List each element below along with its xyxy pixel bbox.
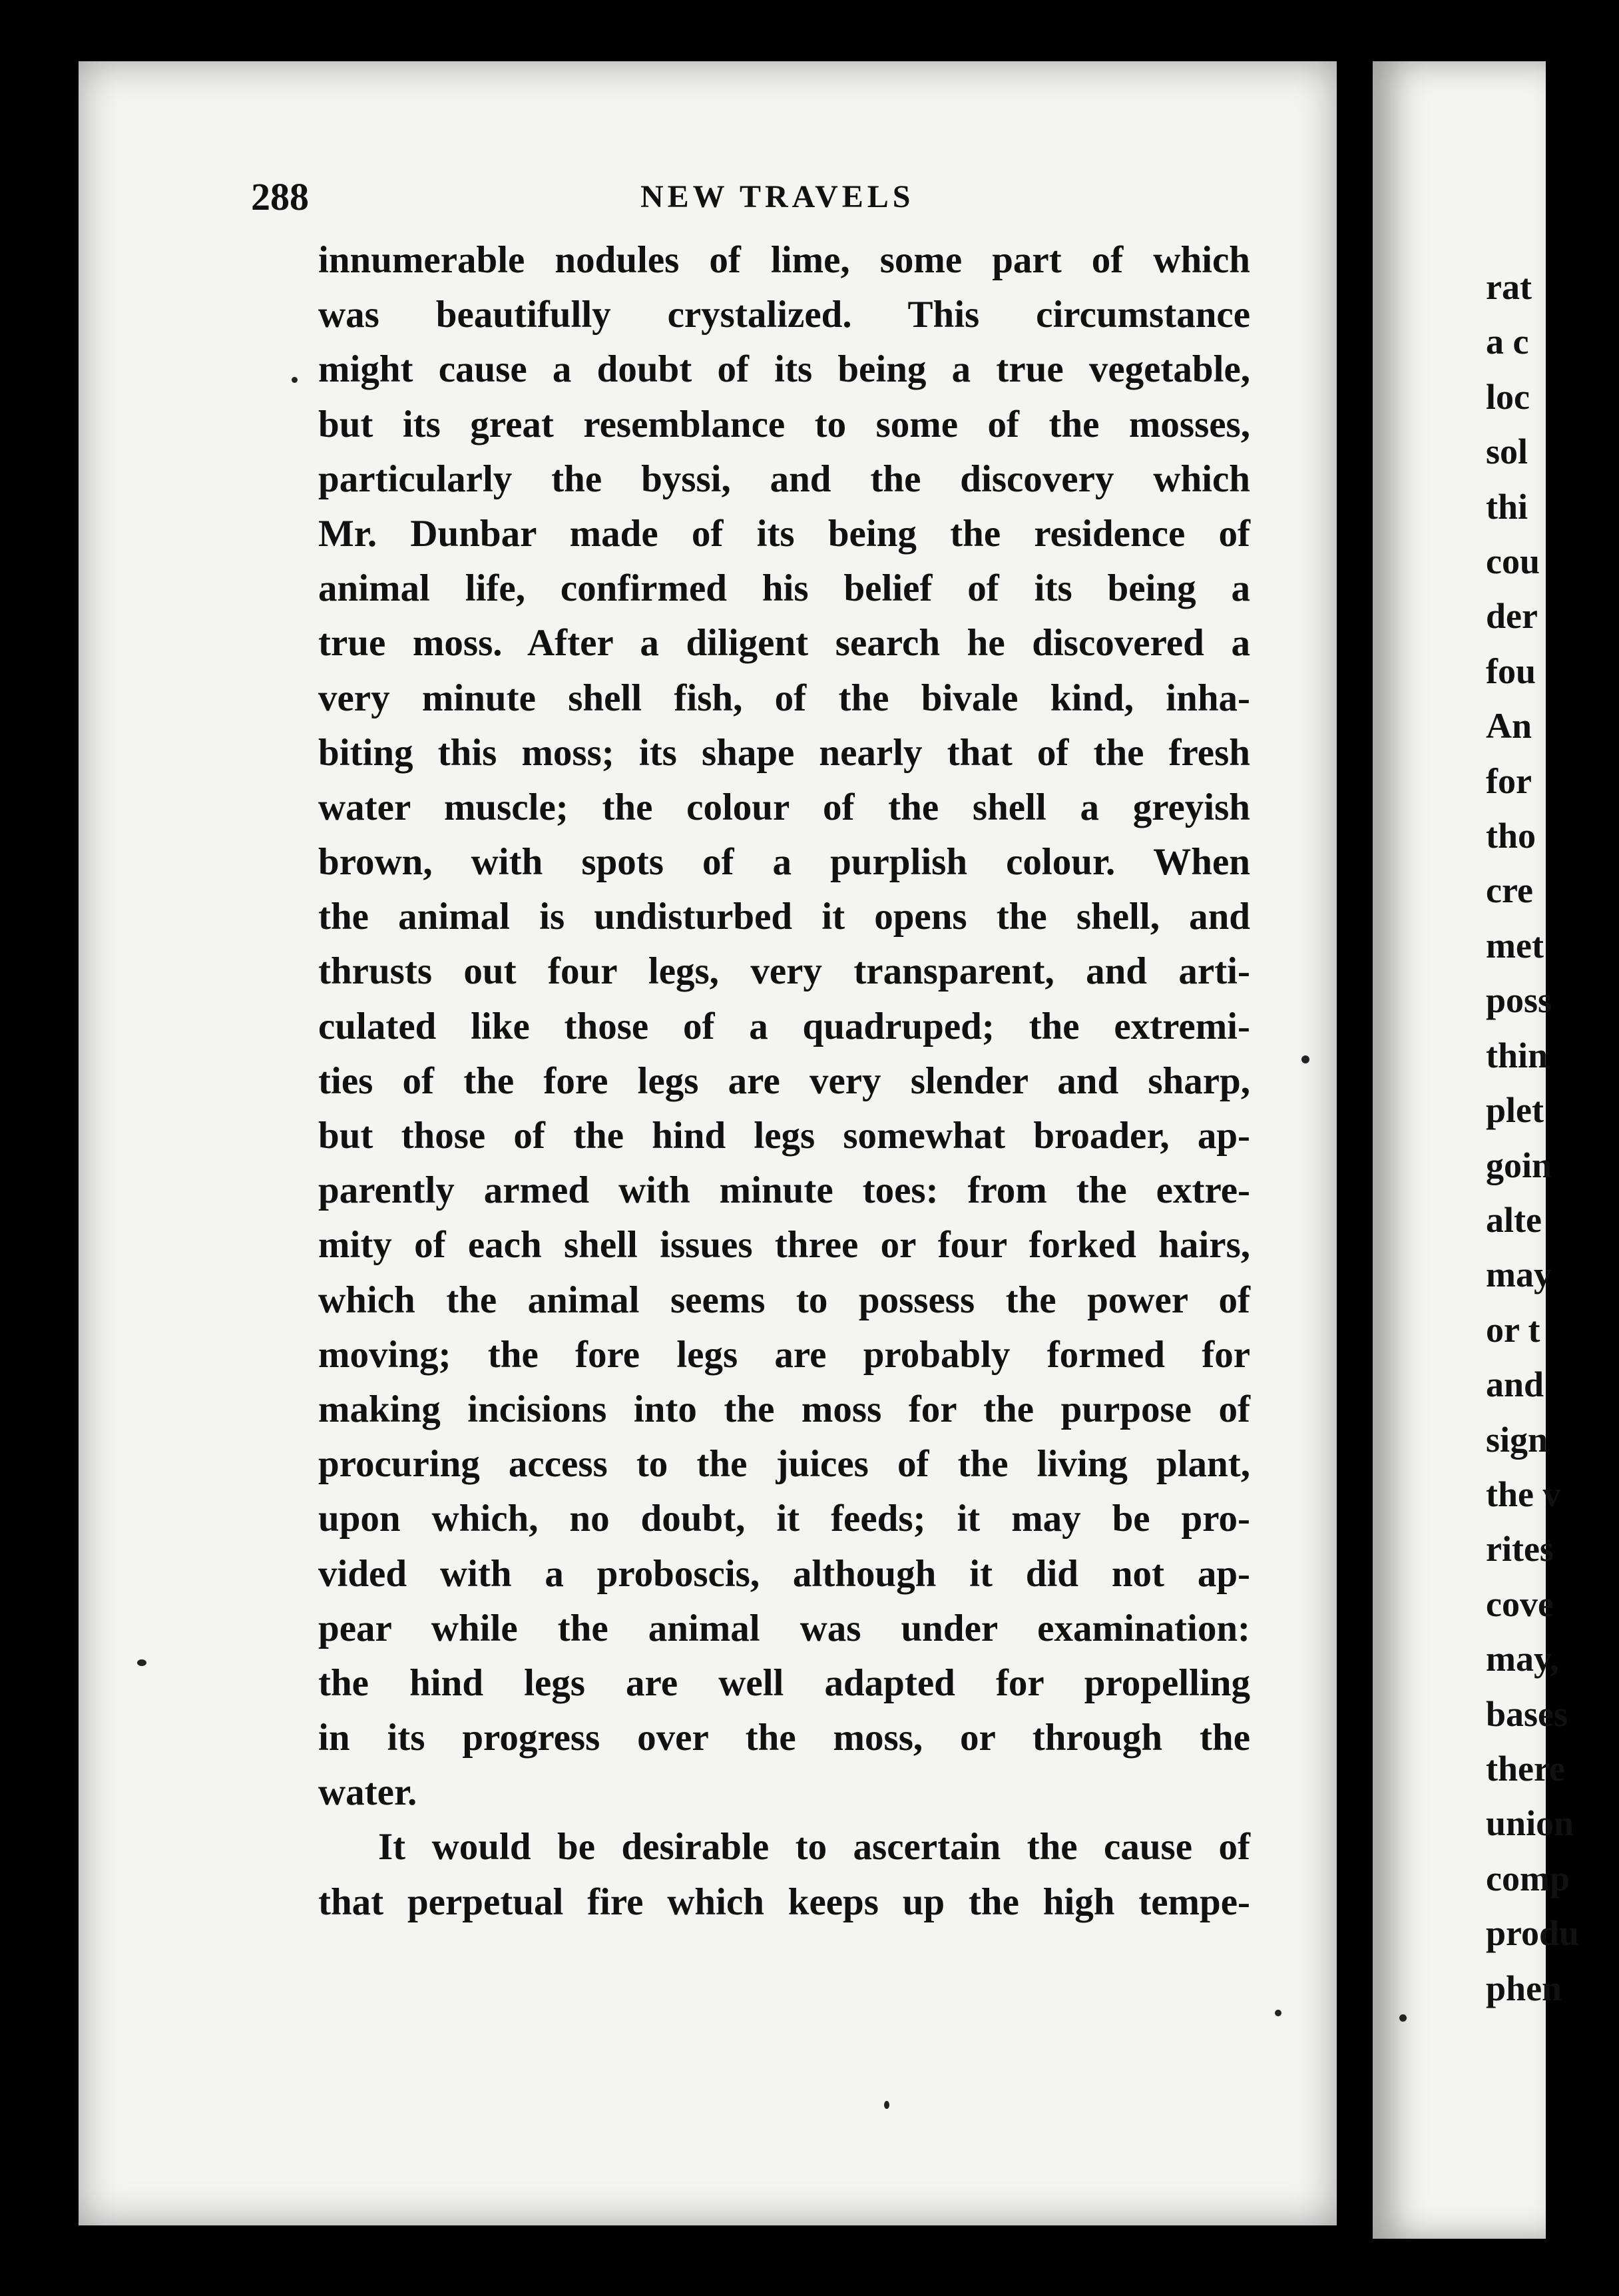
text-line: pear while the animal was under examination: — [318, 1607, 1250, 1649]
text-line: the animal is undisturbed it opens the shell, and — [318, 896, 1250, 938]
ink-speck — [1275, 2010, 1281, 2016]
right-page-line: sign — [1486, 1419, 1548, 1460]
text-line: was beautifully crystalized. This circumstance — [318, 294, 1250, 336]
paragraph-1 — [318, 233, 1250, 1820]
text-line: but its great resemblance to some of the mosses, — [318, 403, 1250, 445]
text-line: It would be desirable to ascertain the cause of — [378, 1826, 1250, 1868]
right-page-line: union — [1486, 1803, 1574, 1844]
right-page-line: thi — [1486, 486, 1528, 527]
text-line: mity of each shell issues three or four forked hairs, — [318, 1224, 1250, 1267]
paragraph-2 — [318, 1820, 1250, 1929]
text-line: making incisions into the moss for the purpose of — [318, 1388, 1250, 1430]
right-page-line: sol — [1486, 431, 1528, 472]
text-line: that perpetual fire which keeps up the high tempe- — [318, 1880, 1250, 1923]
text-line: ties of the fore legs are very slender and sharp, — [318, 1059, 1250, 1102]
right-page-line: comp — [1486, 1858, 1570, 1898]
text-line: which the animal seems to possess the power of — [318, 1279, 1250, 1321]
text-line: in its progress over the moss, or through the — [318, 1717, 1250, 1759]
running-title: NEW TRAVELS — [640, 179, 915, 214]
body-text — [318, 233, 1250, 1930]
page-header — [251, 174, 1250, 228]
right-page-line: goin — [1486, 1145, 1552, 1185]
text-line: water. — [318, 1771, 417, 1814]
right-page-line: plet — [1486, 1090, 1544, 1131]
text-line: very minute shell fish, of the bivale kind, inha- — [318, 677, 1250, 719]
right-page-line: there — [1486, 1748, 1565, 1789]
text-line: animal life, confirmed his belief of its being a — [318, 567, 1250, 610]
right-page-line: loc — [1486, 376, 1530, 417]
text-line: Mr. Dunbar made of its being the residence of — [318, 512, 1250, 555]
text-line: water muscle; the colour of the shell a greyish — [318, 786, 1250, 828]
right-page-line: a c — [1486, 322, 1529, 362]
ink-speck — [1301, 1055, 1309, 1063]
right-page-line: may — [1486, 1255, 1552, 1295]
ink-speck — [292, 377, 298, 383]
right-page-line: and — [1486, 1364, 1544, 1405]
text-line: particularly the byssi, and the discovery which — [318, 457, 1250, 500]
page-number: 288 — [251, 175, 309, 218]
text-line: might cause a doubt of its being a true vegetable, — [318, 348, 1250, 391]
right-page-line: cove — [1486, 1583, 1554, 1624]
right-page-line: cou — [1486, 541, 1540, 582]
text-line: procuring access to the juices of the living plant, — [318, 1443, 1250, 1486]
right-page-line: fou — [1486, 651, 1536, 691]
text-line: thrusts out four legs, very transparent, and arti- — [318, 950, 1250, 993]
text-line: biting this moss; its shape nearly that of the fresh — [318, 731, 1250, 774]
right-page-line: alte — [1486, 1199, 1542, 1240]
text-line: but those of the hind legs somewhat broader, ap- — [318, 1115, 1250, 1157]
text-line: moving; the fore legs are probably formed for — [318, 1333, 1250, 1376]
ink-speck — [137, 1659, 146, 1666]
text-line: the hind legs are well adapted for propelling — [318, 1661, 1250, 1704]
right-page-text — [1486, 260, 1619, 2016]
right-page-line: or t — [1486, 1309, 1540, 1350]
right-page-line: produ — [1486, 1913, 1580, 1954]
ink-speck — [1399, 2014, 1407, 2022]
text-line: vided with a proboscis, although it did not ap- — [318, 1552, 1250, 1595]
right-page-line: der — [1486, 596, 1538, 637]
right-page-line: poss — [1486, 980, 1552, 1021]
text-line: true moss. After a diligent search he discovered a — [318, 622, 1250, 665]
right-page-line: bases — [1486, 1693, 1568, 1734]
right-page-line: the v — [1486, 1474, 1561, 1514]
text-line: innumerable nodules of lime, some part of which — [318, 239, 1250, 281]
right-page-line: tho — [1486, 816, 1536, 856]
right-page-line: rat — [1486, 267, 1532, 307]
ink-speck — [884, 2101, 889, 2109]
right-page-line: thin — [1486, 1035, 1548, 1075]
right-page-line: An — [1486, 706, 1532, 746]
right-page-line: phen — [1486, 1968, 1562, 2008]
text-line: upon which, no doubt, it feeds; it may be pro- — [318, 1498, 1250, 1540]
right-page-line: rites — [1486, 1529, 1554, 1570]
right-page-line: may, — [1486, 1639, 1559, 1679]
text-line: culated like those of a quadruped; the extremi- — [318, 1005, 1250, 1047]
right-page-line: for — [1486, 760, 1532, 801]
right-page-line: cre — [1486, 870, 1533, 911]
text-line: brown, with spots of a purplish colour. When — [318, 841, 1250, 884]
text-line: parently armed with minute toes: from the extre- — [318, 1169, 1250, 1212]
right-page-line: met — [1486, 925, 1544, 966]
